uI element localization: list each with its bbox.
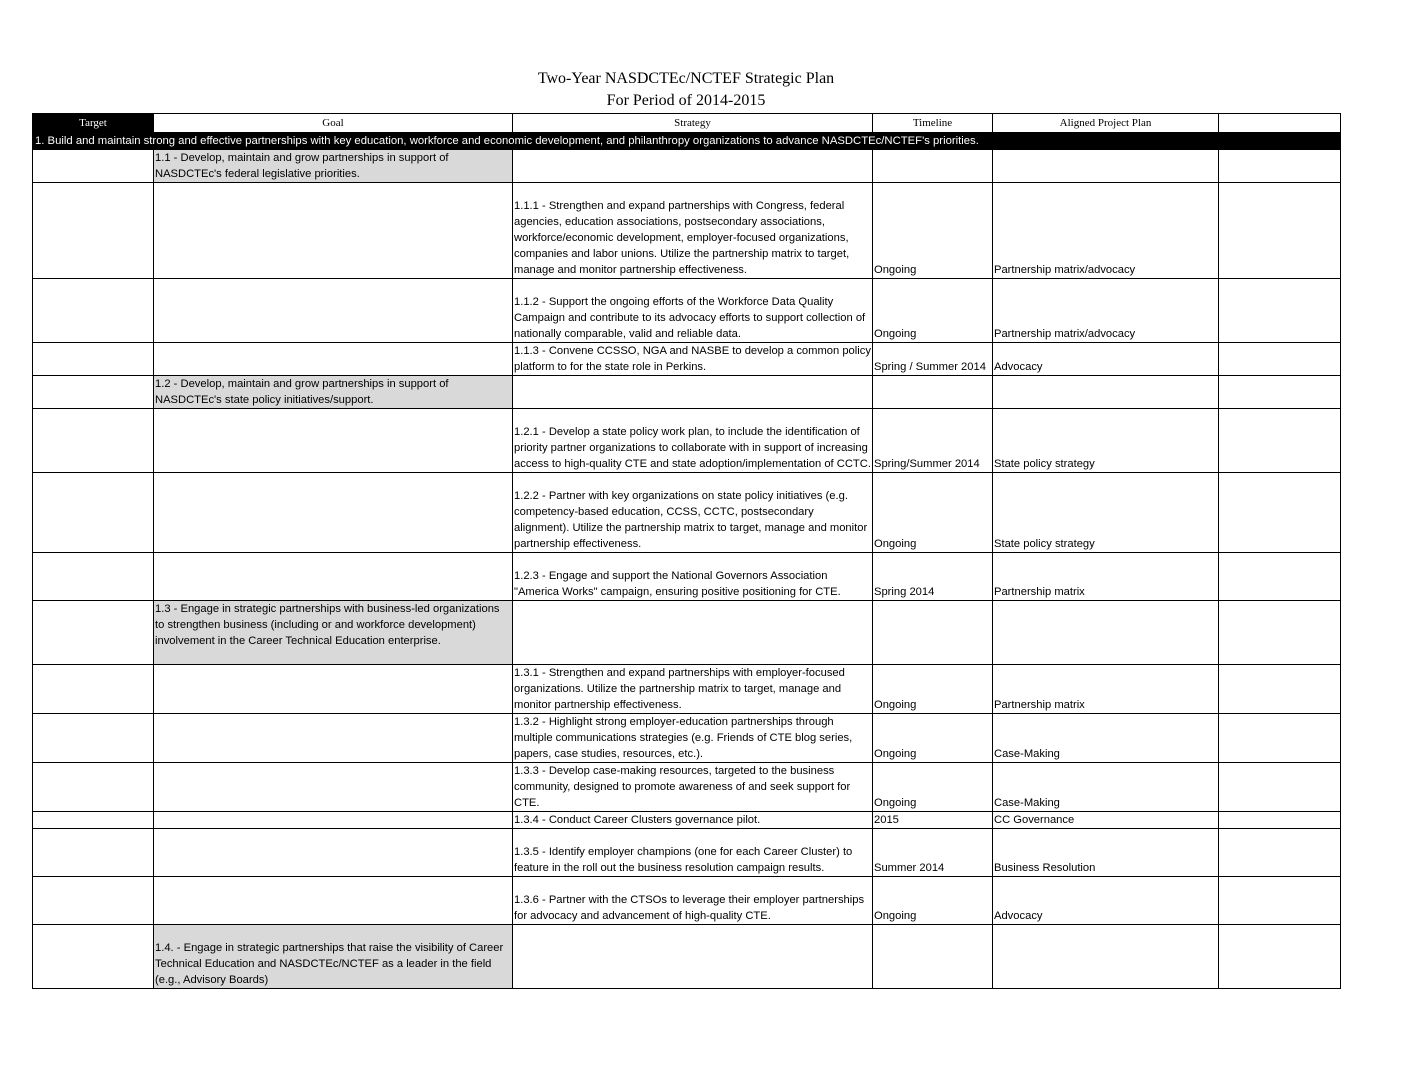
goal-cell bbox=[154, 553, 513, 601]
plan-1-3-5: Business Resolution bbox=[993, 829, 1219, 877]
extra-cell bbox=[1219, 409, 1341, 473]
goal-cell bbox=[154, 877, 513, 925]
header-row bbox=[33, 114, 1341, 133]
timeline-cell bbox=[873, 150, 993, 183]
target-cell bbox=[33, 279, 154, 343]
plan-1-1-1: Partnership matrix/advocacy bbox=[993, 183, 1219, 279]
header-blank bbox=[1219, 114, 1341, 133]
goal-cell bbox=[154, 343, 513, 376]
plan-1-2-2: State policy strategy bbox=[993, 473, 1219, 553]
goal-cell bbox=[154, 665, 513, 714]
header-strategy: Strategy bbox=[513, 114, 873, 133]
plan-1-2-3: Partnership matrix bbox=[993, 553, 1219, 601]
table-row bbox=[33, 763, 1341, 812]
timeline-1-3-1: Ongoing bbox=[873, 665, 993, 714]
goal-1-4: 1.4. - Engage in strategic partnerships that raise the visibility of Career Technical Education and NASDCTEc/NCTEF as a leader in the field (e.g., Advisory Boards) bbox=[154, 925, 513, 989]
table-row bbox=[33, 829, 1341, 877]
strategy-1-1-3: 1.1.3 - Convene CCSSO, NGA and NASBE to develop a common policy platform to for the state role in Perkins. bbox=[513, 343, 873, 376]
plan-1-3-2: Case-Making bbox=[993, 714, 1219, 763]
plan-1-3-4: CC Governance bbox=[993, 812, 1219, 829]
goal-cell bbox=[154, 183, 513, 279]
plan-cell bbox=[993, 376, 1219, 409]
target-cell bbox=[33, 714, 154, 763]
extra-cell bbox=[1219, 279, 1341, 343]
extra-cell bbox=[1219, 473, 1341, 553]
header-goal: Goal bbox=[154, 114, 513, 133]
document-subtitle: For Period of 2014-2015 bbox=[606, 92, 766, 109]
target-cell bbox=[33, 553, 154, 601]
extra-cell bbox=[1219, 150, 1341, 183]
timeline-1-2-2: Ongoing bbox=[873, 473, 993, 553]
strategic-plan-table bbox=[32, 113, 1341, 989]
target-cell bbox=[33, 665, 154, 714]
target-cell bbox=[33, 183, 154, 279]
header-timeline: Timeline bbox=[873, 114, 993, 133]
timeline-1-3-4: 2015 bbox=[873, 812, 993, 829]
timeline-1-3-6: Ongoing bbox=[873, 877, 993, 925]
table-row bbox=[33, 665, 1341, 714]
plan-1-2-1: State policy strategy bbox=[993, 409, 1219, 473]
strategy-1-3-5: 1.3.5 - Identify employer champions (one for each Career Cluster) to feature in the roll out the business resolution campaign results. bbox=[513, 829, 873, 877]
timeline-1-1-3: Spring / Summer 2014 bbox=[873, 343, 993, 376]
goal-cell bbox=[154, 714, 513, 763]
extra-cell bbox=[1219, 376, 1341, 409]
extra-cell bbox=[1219, 829, 1341, 877]
plan-cell bbox=[993, 925, 1219, 989]
plan-cell bbox=[993, 150, 1219, 183]
target-cell bbox=[33, 763, 154, 812]
strategy-1-1-1: 1.1.1 - Strengthen and expand partnerships with Congress, federal agencies, education associations, postsecondary associations, workforce/economic development, employer-focused organizations, companies and labor unions. Utilize the partnership matrix to target, manage and monitor partnership effectiveness. bbox=[513, 183, 873, 279]
goal-row bbox=[33, 925, 1341, 989]
strategy-1-2-3: 1.2.3 - Engage and support the National Governors Association "America Works" campaign, ensuring positive positioning for CTE. bbox=[513, 553, 873, 601]
strategy-1-3-1: 1.3.1 - Strengthen and expand partnerships with employer-focused organizations. Utilize the partnership matrix to target, manage and monitor partnership effectiveness. bbox=[513, 665, 873, 714]
strategy-1-3-2: 1.3.2 - Highlight strong employer-education partnerships through multiple communications strategies (e.g. Friends of CTE blog series, papers, case studies, resources, etc.). bbox=[513, 714, 873, 763]
plan-1-3-3: Case-Making bbox=[993, 763, 1219, 812]
target-cell bbox=[33, 829, 154, 877]
goal-cell bbox=[154, 829, 513, 877]
timeline-1-1-1: Ongoing bbox=[873, 183, 993, 279]
goal-cell bbox=[154, 812, 513, 829]
goal-row bbox=[33, 601, 1341, 665]
strategy-cell bbox=[513, 925, 873, 989]
table-row bbox=[33, 183, 1341, 279]
extra-cell bbox=[1219, 925, 1341, 989]
timeline-cell bbox=[873, 601, 993, 665]
extra-cell bbox=[1219, 812, 1341, 829]
plan-1-1-2: Partnership matrix/advocacy bbox=[993, 279, 1219, 343]
goal-cell bbox=[154, 409, 513, 473]
plan-cell bbox=[993, 601, 1219, 665]
strategy-1-1-2: 1.1.2 - Support the ongoing efforts of the Workforce Data Quality Campaign and contribute to its advocacy efforts to support collection of nationally comparable, valid and reliable data. bbox=[513, 279, 873, 343]
goal-1-1: 1.1 - Develop, maintain and grow partnerships in support of NASDCTEc's federal legislative priorities. bbox=[154, 150, 513, 183]
extra-cell bbox=[1219, 343, 1341, 376]
extra-cell bbox=[1219, 553, 1341, 601]
plan-1-3-6: Advocacy bbox=[993, 877, 1219, 925]
timeline-cell bbox=[873, 925, 993, 989]
target-cell bbox=[33, 877, 154, 925]
timeline-cell bbox=[873, 376, 993, 409]
extra-cell bbox=[1219, 763, 1341, 812]
target-cell bbox=[33, 473, 154, 553]
table-row bbox=[33, 279, 1341, 343]
table-row bbox=[33, 473, 1341, 553]
table-row bbox=[33, 409, 1341, 473]
goal-cell bbox=[154, 763, 513, 812]
table-row bbox=[33, 714, 1341, 763]
target-cell bbox=[33, 343, 154, 376]
table-row bbox=[33, 877, 1341, 925]
extra-cell bbox=[1219, 877, 1341, 925]
target-cell bbox=[33, 601, 154, 665]
strategy-1-2-1: 1.2.1 - Develop a state policy work plan, to include the identification of priority partner organizations to collaborate with in support of increasing access to high-quality CTE and state adoption/implementation of CCTC. bbox=[513, 409, 873, 473]
strategy-1-3-4: 1.3.4 - Conduct Career Clusters governance pilot. bbox=[513, 812, 873, 829]
target-cell bbox=[33, 812, 154, 829]
strategy-cell bbox=[513, 150, 873, 183]
timeline-1-3-2: Ongoing bbox=[873, 714, 993, 763]
strategy-1-2-2: 1.2.2 - Partner with key organizations on state policy initiatives (e.g. competency-based education, CCSS, CCTC, postsecondary alignment). Utilize the partnership matrix to target, manage and monitor partnership effectiveness. bbox=[513, 473, 873, 553]
strategy-cell bbox=[513, 601, 873, 665]
header-target: Target bbox=[33, 114, 154, 133]
strategy-cell bbox=[513, 376, 873, 409]
table-row bbox=[33, 343, 1341, 376]
extra-cell bbox=[1219, 183, 1341, 279]
strategy-1-3-6: 1.3.6 - Partner with the CTSOs to leverage their employer partnerships for advocacy and advancement of high-quality CTE. bbox=[513, 877, 873, 925]
target-cell bbox=[33, 376, 154, 409]
timeline-1-3-5: Summer 2014 bbox=[873, 829, 993, 877]
goal-row bbox=[33, 376, 1341, 409]
extra-cell bbox=[1219, 714, 1341, 763]
target-cell bbox=[33, 150, 154, 183]
table-row bbox=[33, 553, 1341, 601]
timeline-1-3-3: Ongoing bbox=[873, 763, 993, 812]
target-cell bbox=[33, 409, 154, 473]
table-row bbox=[33, 812, 1341, 829]
goal-cell bbox=[154, 473, 513, 553]
plan-1-3-1: Partnership matrix bbox=[993, 665, 1219, 714]
document-title: Two-Year NASDCTEc/NCTEF Strategic Plan bbox=[537, 70, 835, 87]
target-cell bbox=[33, 925, 154, 989]
timeline-1-2-3: Spring 2014 bbox=[873, 553, 993, 601]
extra-cell bbox=[1219, 665, 1341, 714]
strategy-1-3-3: 1.3.3 - Develop case-making resources, targeted to the business community, designed to promote awareness of and seek support for CTE. bbox=[513, 763, 873, 812]
timeline-1-1-2: Ongoing bbox=[873, 279, 993, 343]
goal-cell bbox=[154, 279, 513, 343]
header-aligned-project-plan: Aligned Project Plan bbox=[993, 114, 1219, 133]
extra-cell bbox=[1219, 601, 1341, 665]
section-row bbox=[33, 133, 1341, 150]
timeline-1-2-1: Spring/Summer 2014 bbox=[873, 409, 993, 473]
plan-1-1-3: Advocacy bbox=[993, 343, 1219, 376]
goal-1-2: 1.2 - Develop, maintain and grow partnerships in support of NASDCTEc's state policy initiatives/support. bbox=[154, 376, 513, 409]
goal-1-3: 1.3 - Engage in strategic partnerships with business-led organizations to strengthen business (including or and workforce development) involvement in the Career Technical Education enterprise. bbox=[154, 601, 513, 665]
section-1-objective: 1. Build and maintain strong and effective partnerships with key education, workforce and economic development, and philanthropy organizations to advance NASDCTEc/NCTEF's priorities. bbox=[33, 133, 1341, 150]
goal-row bbox=[33, 150, 1341, 183]
